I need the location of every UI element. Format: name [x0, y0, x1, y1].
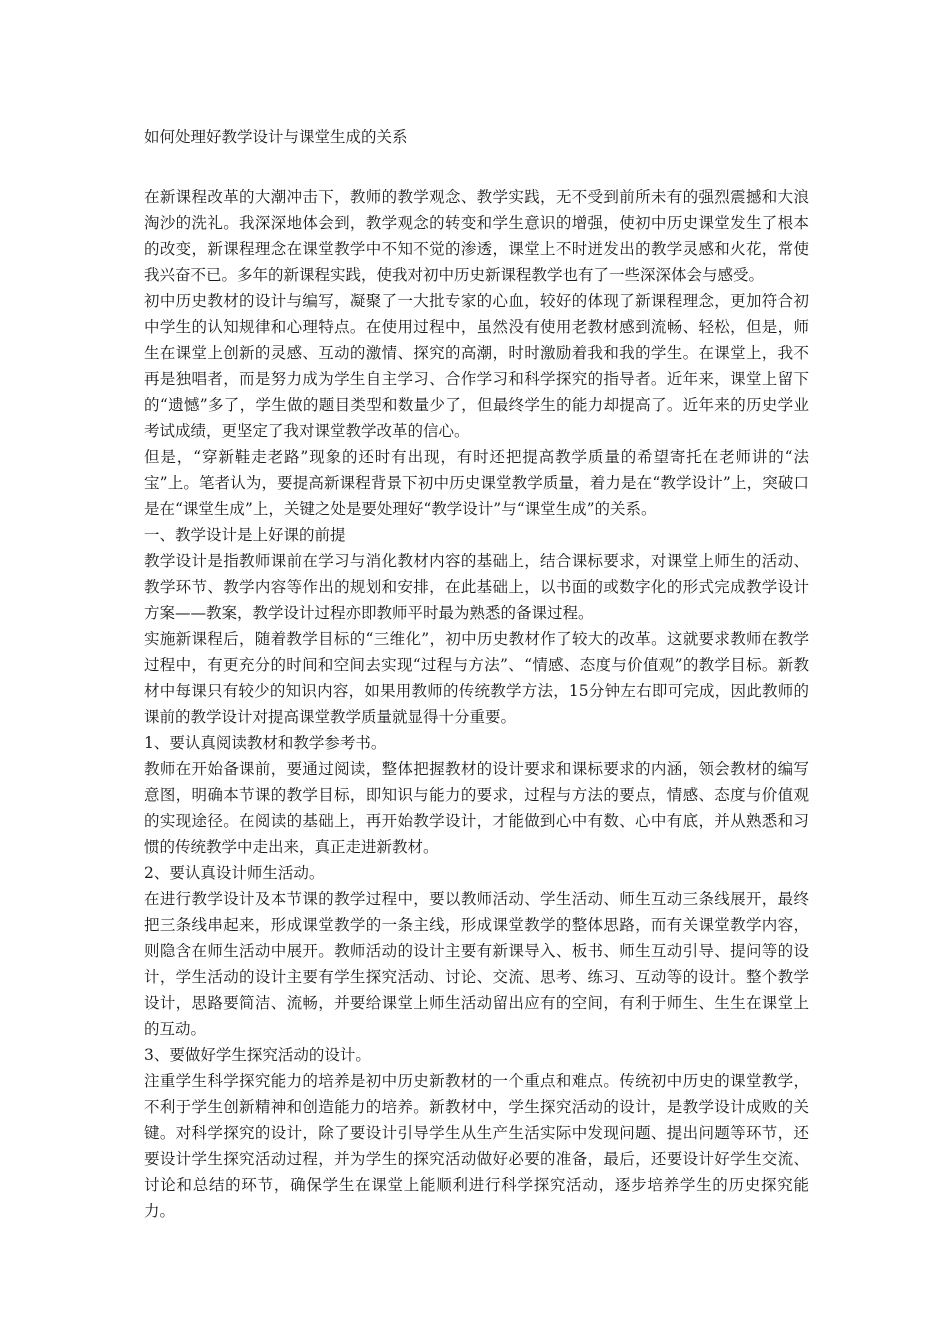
document-title: 如何处理好教学设计与课堂生成的关系: [144, 128, 408, 146]
paragraph-intro: 在新课程改革的大潮冲击下，教师的教学观念、教学实践，无不受到前所未有的强烈震撼和大浪淘沙的洗礼。我深深地体会到，教学观念的转变和学生意识的增强，使初中历史课堂发生了根本的改变，新课程理念在课堂教学中不知不觉的渗透，课堂上不时迸发出的教学灵感和火花，常使我兴奋不已。多年的新课程实践，使我对初中历史新课程教学也有了一些深深体会与感受。: [144, 188, 809, 284]
section-heading-1: 一、教学设计是上好课的前提: [144, 526, 346, 544]
paragraph-textbook: 初中历史教材的设计与编写，凝聚了一大批专家的心血，较好的体现了新课程理念，更加符合初中学生的认知规律和心理特点。在使用过程中，虽然没有使用老教材感到流畅、轻松，但是，师生在课堂上创新的灵感、互动的激情、探究的高潮，时时激励着我和我的学生。在课堂上，我不再是独唱者，而是努力成为学生自主学习、合作学习和科学探究的指导者。近年来，课堂上留下的“遗憾”多了，学生做的题目类型和数量少了，但最终学生的能力却提高了。近年来的历史学业考试成绩，更坚定了我对课堂教学改革的信心。: [144, 292, 809, 440]
paragraph-reading: 教师在开始备课前，要通过阅读，整体把握教材的设计要求和课标要求的内涵，领会教材的编写意图，明确本节课的教学目标，即知识与能力的要求，过程与方法的要点，情感、态度与价值观的实现途径。在阅读的基础上，再开始教学设计，才能做到心中有数、心中有底，并从熟悉和习惯的传统教学中走出来，真正走进新教材。: [144, 760, 809, 856]
paragraph-new-curriculum: 实施新课程后，随着教学目标的“三维化”，初中历史教材作了较大的改革。这就要求教师在教学过程中，有更充分的时间和空间去实现“过程与方法”、“情感、态度与价值观”的教学目标。新教材中每课只有较少的知识内容，如果用教师的传统教学方法，15分钟左右即可完成，因此教师的课前的教学设计对提高课堂教学质量就显得十分重要。: [144, 630, 809, 726]
paragraph-problem: 但是，“穿新鞋走老路”现象的还时有出现，有时还把提高教学质量的希望寄托在老师讲的“法宝”上。笔者认为，要提高新课程背景下初中历史课堂教学质量，着力是在“教学设计”上，突破口是在“课堂生成”上，关键之处是要处理好“教学设计”与“课堂生成”的关系。: [144, 448, 809, 518]
paragraph-activities: 在进行教学设计及本节课的教学过程中，要以教师活动、学生活动、师生互动三条线展开，最终把三条线串起来，形成课堂教学的一条主线，形成课堂教学的整体思路，而有关课堂教学内容，则隐含在师生活动中展开。教师活动的设计主要有新课导入、板书、师生互动引导、提问等的设计，学生活动的设计主要有学生探究活动、讨论、交流、思考、练习、互动等的设计。整个教学设计，思路要简洁、流畅，并要给课堂上师生活动留出应有的空间，有利于师生、生生在课堂上的互动。: [144, 890, 809, 1038]
document-body: [144, 184, 809, 1224]
paragraph-inquiry: 注重学生科学探究能力的培养是初中历史新教材的一个重点和难点。传统初中历史的课堂教学，不利于学生创新精神和创造能力的培养。新教材中，学生探究活动的设计，是教学设计成败的关键。对科学探究的设计，除了要设计引导学生从生产生活实际中发现问题、提出问题等环节，还要设计学生探究活动过程，并为学生的探究活动做好必要的准备，最后，还要设计好学生交流、讨论和总结的环节，确保学生在课堂上能顺利进行科学探究活动，逐步培养学生的历史探究能力。: [144, 1072, 809, 1220]
subheading-inquiry: 3、要做好学生探究活动的设计。: [144, 1046, 371, 1064]
subheading-reading: 1、要认真阅读教材和教学参考书。: [144, 734, 387, 752]
paragraph-design-definition: 教学设计是指教师课前在学习与消化教材内容的基础上，结合课标要求，对课堂上师生的活动、教学环节、教学内容等作出的规划和安排，在此基础上，以书面的或数字化的形式完成教学设计方案——教案，教学设计过程亦即教师平时最为熟悉的备课过程。: [144, 552, 809, 622]
subheading-activities: 2、要认真设计师生活动。: [144, 864, 325, 882]
document-page: [144, 116, 809, 1224]
